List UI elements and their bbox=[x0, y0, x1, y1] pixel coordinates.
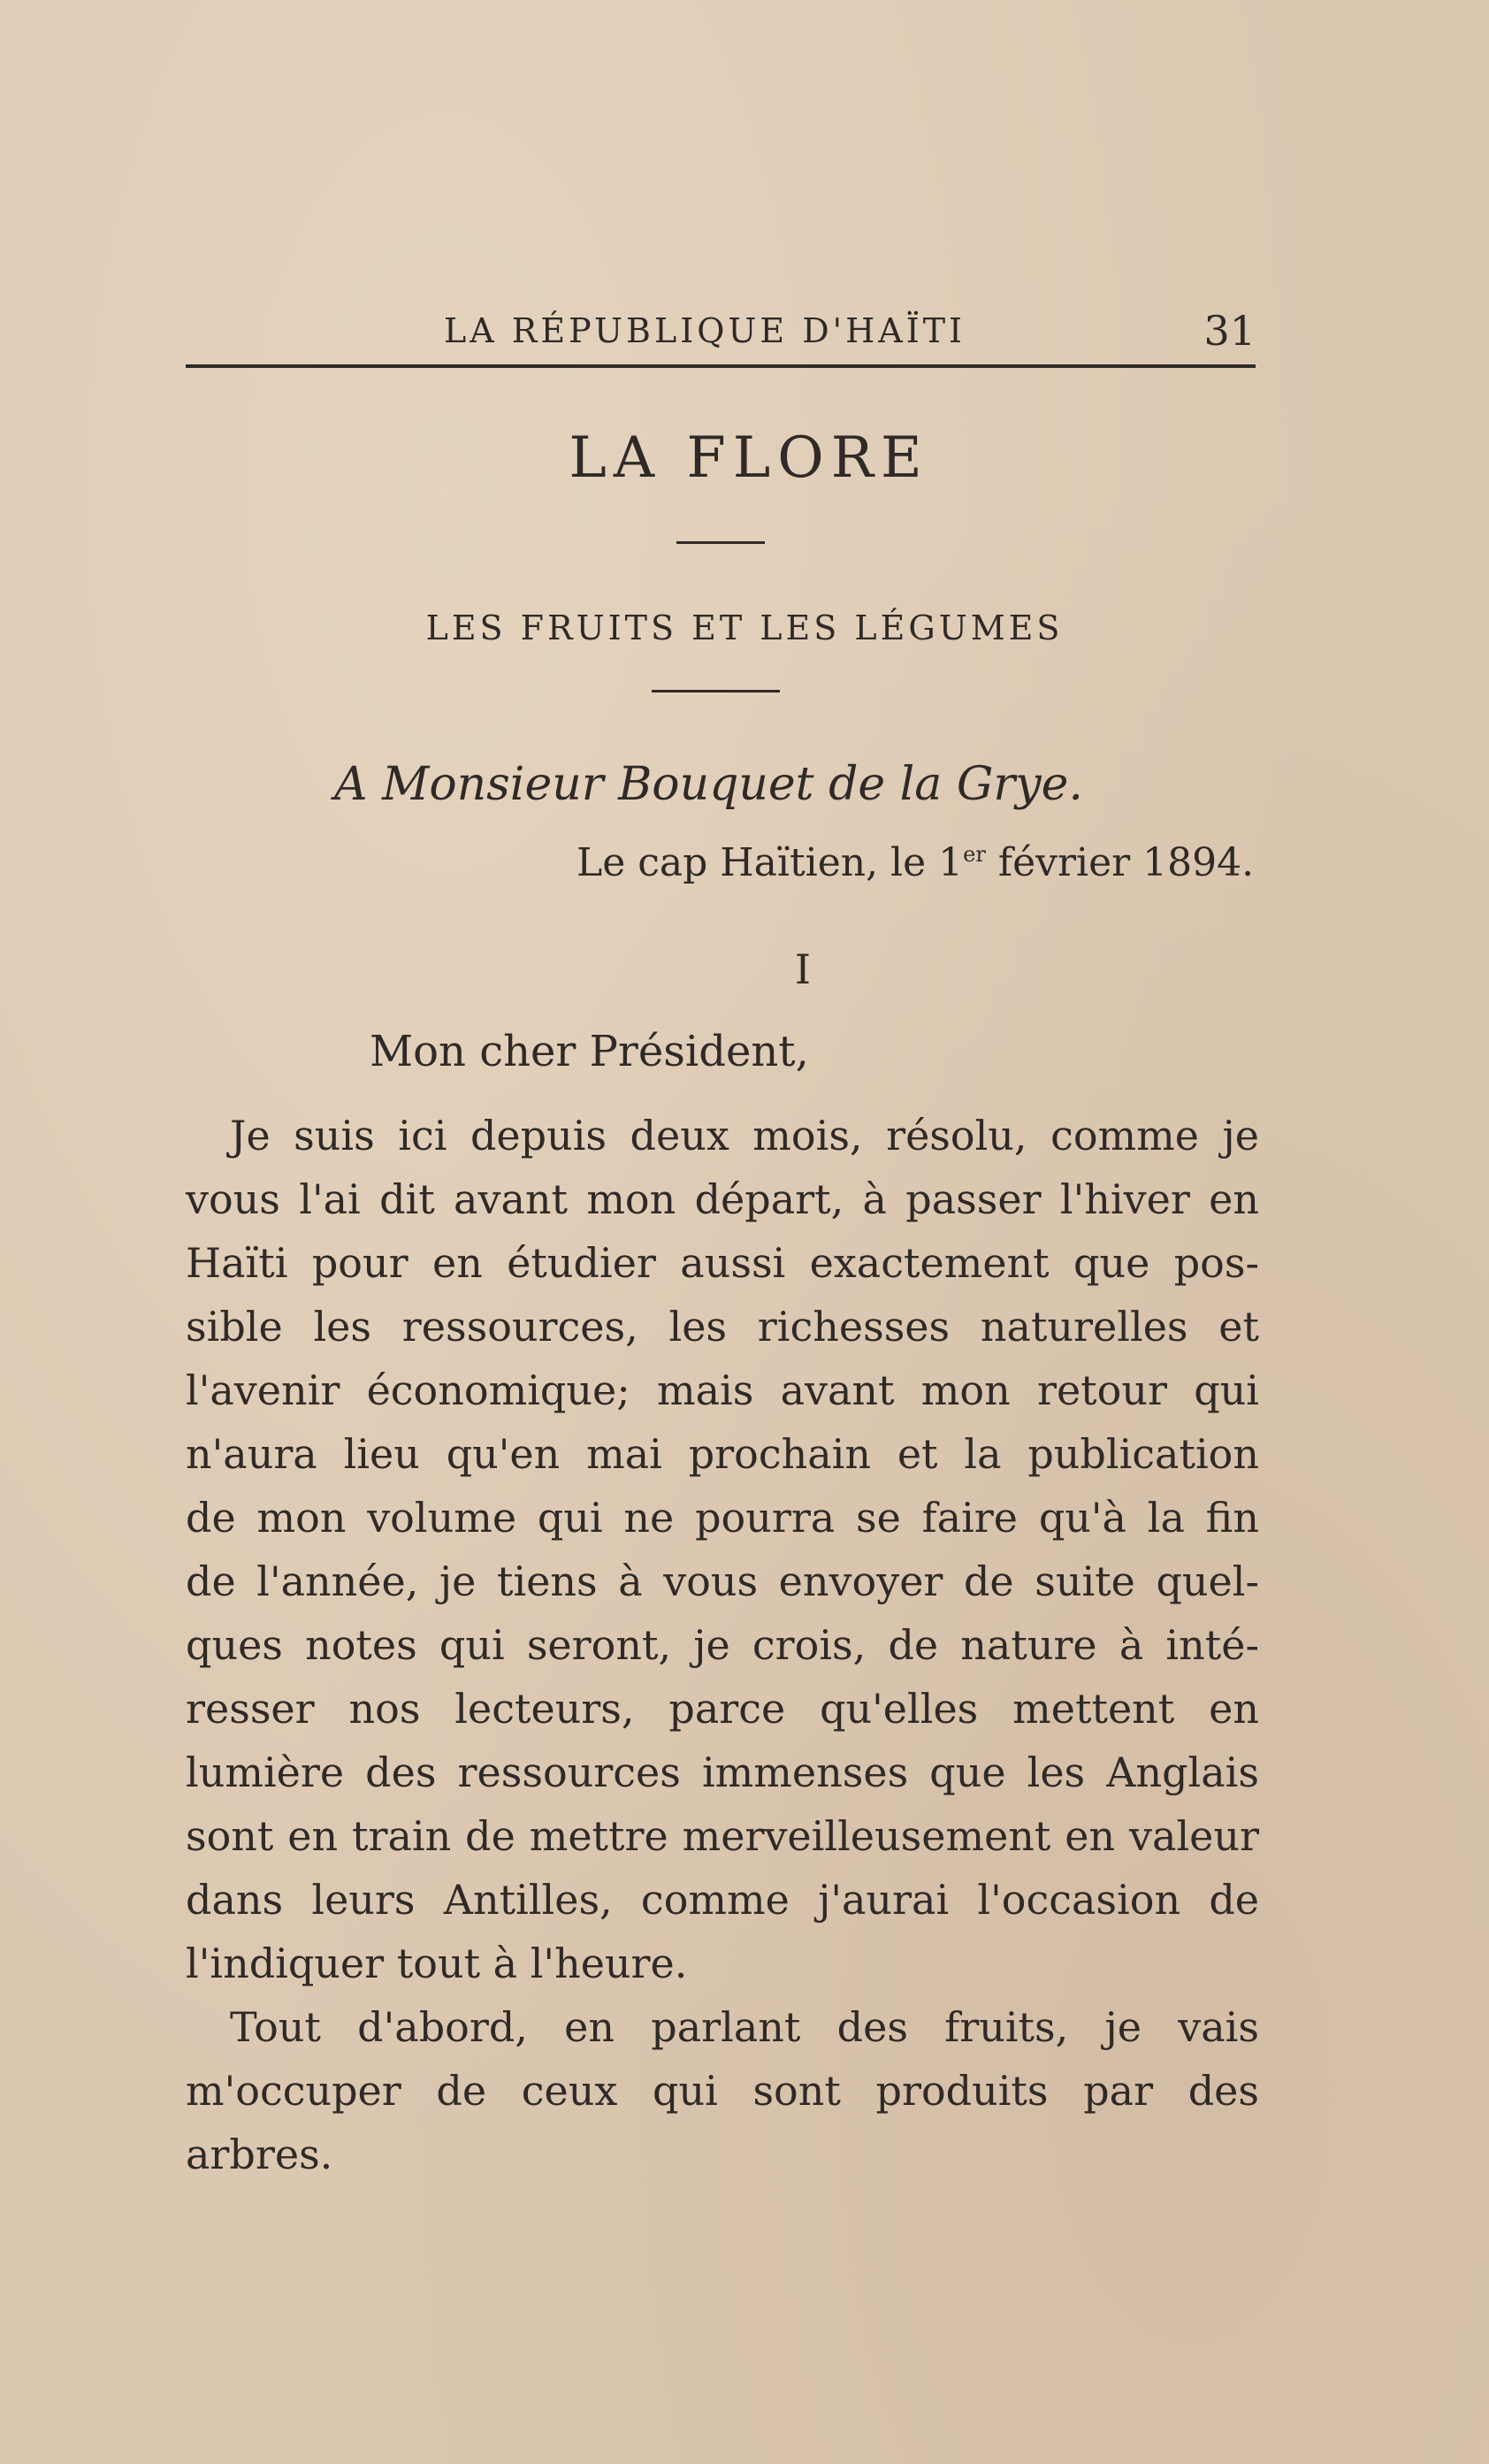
dateline bbox=[577, 837, 1254, 890]
dateline-date: février 1894. bbox=[985, 840, 1255, 885]
dateline-place: Le cap Haïtien, le 1 bbox=[577, 840, 964, 885]
body-line: m'occuper de ceux qui sont produits par des bbox=[186, 2067, 1259, 2115]
section-numeral: I bbox=[794, 945, 812, 993]
body-line: Je suis ici depuis deux mois, résolu, comme je bbox=[230, 1112, 1259, 1159]
body-line: sible les ressources, les richesses naturelles et bbox=[186, 1303, 1259, 1351]
running-head bbox=[186, 304, 1256, 357]
body-line: de mon volume qui ne pourra se faire qu'à la fin bbox=[186, 1494, 1259, 1542]
body-line: dans leurs Antilles, comme j'aurai l'occasion de bbox=[186, 1876, 1259, 1924]
body-line: Tout d'abord, en parlant des fruits, je vais bbox=[230, 2003, 1259, 2051]
subtitle-divider bbox=[652, 690, 780, 693]
header-rule bbox=[186, 364, 1256, 368]
dateline-superscript: er bbox=[963, 842, 986, 867]
body-line: resser nos lecteurs, parce qu'elles mettent en bbox=[186, 1685, 1259, 1733]
body-line: sont en train de mettre merveilleusement en valeur bbox=[186, 1812, 1259, 1860]
chapter-subtitle: LES FRUITS ET LES LÉGUMES bbox=[425, 608, 1064, 647]
page-number: 31 bbox=[1203, 307, 1256, 355]
body-line: Haïti pour en étudier aussi exactement que pos- bbox=[186, 1239, 1259, 1287]
body-line: de l'année, je tiens à vous envoyer de suite quel- bbox=[186, 1557, 1259, 1605]
title-divider bbox=[676, 541, 765, 544]
salutation: Mon cher Président, bbox=[370, 1027, 809, 1076]
body-line: l'indiquer tout à l'heure. bbox=[186, 1940, 688, 1987]
body-line: arbres. bbox=[186, 2131, 333, 2178]
chapter-title: LA FLORE bbox=[569, 425, 929, 491]
body-line: vous l'ai dit avant mon départ, à passer l'hiver en bbox=[186, 1175, 1259, 1223]
body-line: lumière des ressources immenses que les Anglais bbox=[186, 1749, 1259, 1796]
dedication: A Monsieur Bouquet de la Grye. bbox=[334, 758, 1083, 811]
body-line: ques notes qui seront, je crois, de nature à inté- bbox=[186, 1621, 1259, 1669]
body-line: l'avenir économique; mais avant mon retour qui bbox=[186, 1366, 1259, 1414]
body-line: n'aura lieu qu'en mai prochain et la publication bbox=[186, 1430, 1259, 1478]
running-title: LA RÉPUBLIQUE D'HAÏTI bbox=[444, 311, 966, 350]
